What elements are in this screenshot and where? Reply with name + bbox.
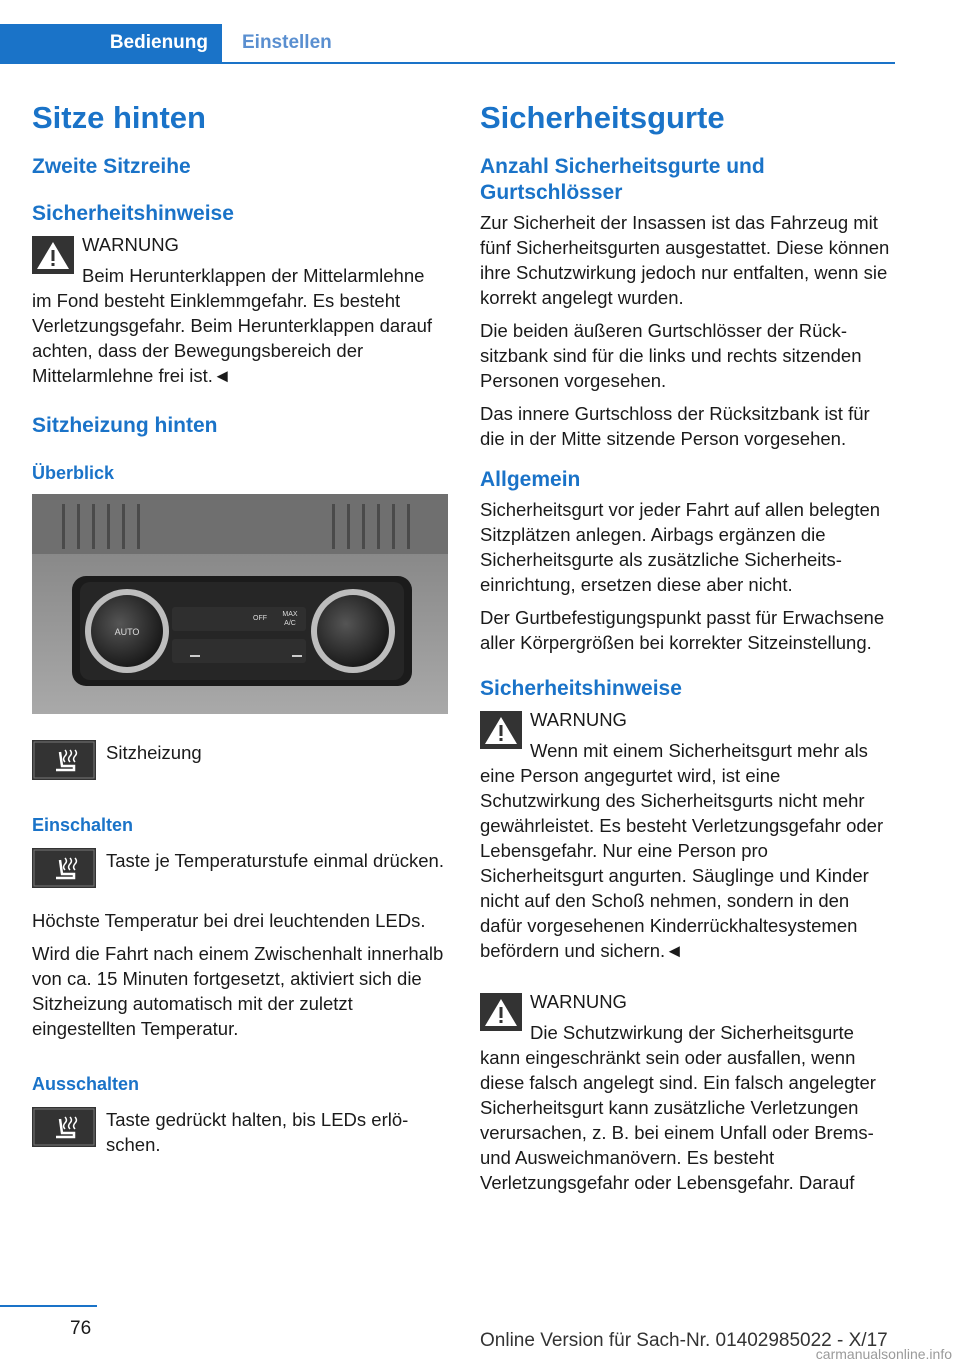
anzahl-paragraph-2: Die beiden äußeren Gurtschlösser der Rücksitzbank sind für die links und rechts sitzenden Personen vorgesehen. <box>480 320 862 391</box>
subtitle-zweite-sitzreihe: Zweite Sitzreihe <box>32 155 191 178</box>
warning-triangle-icon <box>32 236 74 274</box>
heading-einschalten: Einschalten <box>32 815 134 835</box>
heading-allgemein: Allgemein <box>480 468 581 491</box>
footer-online-version: Online Version für Sach-Nr. 01402985022 - X/17 <box>480 1330 888 1351</box>
section-title-sicherheitsgurte: Sicherheitsgurte <box>480 100 725 135</box>
warning-body: Beim Herunterklappen der Mittelarmlehne im Fond besteht Einklemmgefahr. Es besteht Verletzungsgefahr. Beim Herunterklappen darauf achten, dass der Bewegungsbereich der Mittelarmlehne frei ist.◄ <box>32 265 433 386</box>
warning-body-2: Die Schutzwirkung der Sicherheitsgurte kann eingeschränkt sein oder ausfallen, wenn diese falsch angelegt sind. Ein falsch angelegter Sicherheitsgurt kann zusätzliche Verletzungen verursachen, z. B. bei einem Unfall oder Brems- und Ausweichmanövern. Es besteht Verletzungsgefahr oder Lebensgefahr. Darauf <box>480 1022 876 1193</box>
warning-title-2: WARNUNG <box>530 991 627 1012</box>
key-label-sitzheizung: Sitzheizung <box>106 742 202 763</box>
key-row-einschalten <box>32 848 448 900</box>
warning-title: WARNUNG <box>82 234 179 255</box>
warning-title-1: WARNUNG <box>530 709 627 730</box>
seat-heating-icon <box>32 1107 96 1147</box>
page-number: 76 <box>70 1318 92 1339</box>
heading-sitzheizung-hinten: Sitzheizung hinten <box>32 414 218 437</box>
photo-label-off: OFF <box>253 615 267 622</box>
allgemein-paragraph-1: Sicherheitsgurt vor jeder Fahrt auf allen belegten Sitzplätzen anlegen. Airbags ergänzen die Sicherheitsgurte als zusätzliche Sicherheitseinrichtung, ersetzen diese aber nicht. <box>480 499 881 595</box>
warning-triangle-icon <box>480 993 522 1031</box>
warning-body-1: Wenn mit einem Sicherheitsgurt mehr als eine Person angegurtet wird, ist eine Schutzwirkung des Sicherheitsgurts nicht mehr gewährleistet. Es besteht Verletzungsgefahr oder Lebensgefahr. Nur eine Person pro Sicherheitsgurt angurten. Säuglinge und Kinder nicht auf den Schoß nehmen, sondern in den dafür vorgesehenen Kinderrückhaltesystemen befördern und sichern.◄ <box>480 740 884 961</box>
footer-rule <box>0 1305 97 1307</box>
einschalten-paragraph-2: Wird die Fahrt nach einem Zwischenhalt innerhalb von ca. 15 Minuten fortgesetzt, aktiviert sich die Sitzheizung automatisch mit der zuletzt eingestellten Temperatur. <box>32 943 444 1039</box>
anzahl-paragraph-3: Das innere Gurtschloss der Rücksitzbank ist für die in der Mitte sitzende Person vorgesehen. <box>480 403 870 449</box>
heading-ausschalten: Ausschalten <box>32 1074 140 1094</box>
heading-sicherheitshinweise-gurte: Sicherheitshinweise <box>480 677 682 700</box>
photo-label-ac: A/C <box>284 620 296 627</box>
einschalten-instruction: Taste je Temperaturstufe einmal drücken. <box>106 850 444 871</box>
warning-block <box>32 232 448 388</box>
left-column <box>32 98 448 1179</box>
tab-bedienung[interactable]: Bedienung <box>0 24 222 62</box>
header-tabs <box>0 24 895 64</box>
anzahl-paragraph-1: Zur Sicherheit der Insassen ist das Fahrzeug mit fünf Sicherheitsgurten ausgestattet. Diese können ihre Schutzwirkung jedoch nur entfalten, wenn sie korrekt angelegt wurden. <box>480 212 890 308</box>
key-row-overview <box>32 740 448 792</box>
warning-triangle-icon <box>480 711 522 749</box>
allgemein-paragraph-2: Der Gurtbefestigungspunkt passt für Erwachsene aller Körpergrößen bei korrekter Sitzeinstellung. <box>480 607 885 653</box>
heading-sicherheitshinweise: Sicherheitshinweise <box>32 202 234 225</box>
climate-panel-photo <box>32 494 448 714</box>
warning-block-2 <box>480 989 894 1195</box>
right-column <box>480 98 894 1203</box>
watermark: carmanualsonline.info <box>815 1346 952 1362</box>
tab-einstellen[interactable]: Einstellen <box>242 32 332 53</box>
key-row-ausschalten <box>32 1107 448 1159</box>
ausschalten-instruction: Taste gedrückt halten, bis LEDs erlöschen. <box>106 1109 409 1155</box>
warning-block-1 <box>480 707 894 963</box>
photo-label-auto: AUTO <box>114 627 140 637</box>
heading-ueberblick: Überblick <box>32 463 115 483</box>
photo-label-max: MAX <box>282 611 298 618</box>
seat-heating-icon <box>32 740 96 780</box>
seat-heating-icon <box>32 848 96 888</box>
heading-anzahl-gurte: Anzahl Sicherheitsgurte und Gurtschlösser <box>480 155 765 204</box>
section-title-sitze-hinten: Sitze hinten <box>32 100 206 135</box>
einschalten-paragraph-1: Höchste Temperatur bei drei leuchtenden LEDs. <box>32 910 426 931</box>
